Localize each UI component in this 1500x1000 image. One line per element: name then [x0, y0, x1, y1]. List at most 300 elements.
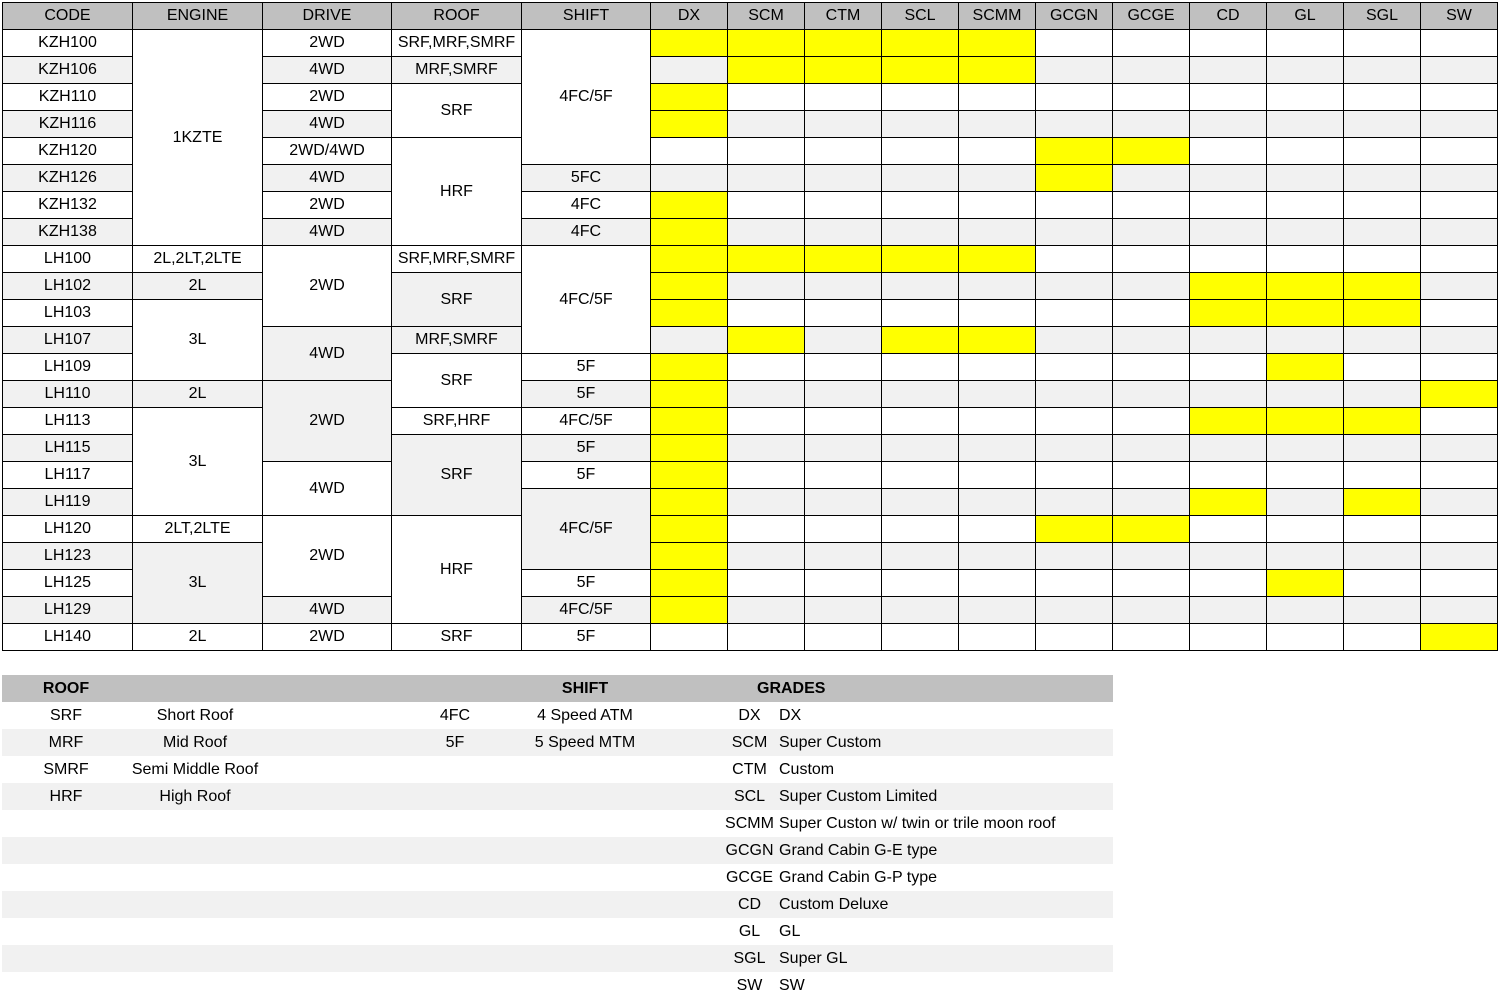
grade-cell-scm [728, 165, 805, 192]
drive-cell: 4WD [263, 165, 392, 192]
grade-cell-scl [882, 57, 959, 84]
grade-cell-scmm [959, 57, 1036, 84]
drive-cell: 2WD [263, 192, 392, 219]
legend-row [2, 918, 1113, 945]
grade-cell-gcge [1113, 354, 1190, 381]
grade-cell-gl [1267, 57, 1344, 84]
grade-code: SCL [720, 783, 779, 810]
header-drive: DRIVE [263, 3, 392, 30]
grade-cell-gcgn [1036, 516, 1113, 543]
grade-cell-dx [651, 111, 728, 138]
legend-row [2, 756, 1113, 783]
roof-legend-title: ROOF [2, 675, 130, 702]
grade-cell-dx [651, 57, 728, 84]
grade-cell-scm [728, 597, 805, 624]
grade-cell-scl [882, 354, 959, 381]
grade-cell-dx [651, 462, 728, 489]
grade-cell-gcgn [1036, 435, 1113, 462]
grade-cell-scmm [959, 84, 1036, 111]
grade-cell-sw [1421, 462, 1498, 489]
grade-code: SCMM [725, 814, 774, 832]
grade-cell-scmm [959, 624, 1036, 651]
grade-cell-gcge [1113, 84, 1190, 111]
grade-cell-dx [651, 570, 728, 597]
grade-cell-scm [728, 138, 805, 165]
grade-name: Super Custom [779, 729, 1113, 756]
header-roof: ROOF [392, 3, 522, 30]
shift-cell: 4FC/5F [522, 30, 651, 165]
code-cell: LH100 [3, 246, 133, 273]
grade-cell-sw [1421, 570, 1498, 597]
legend-row [2, 837, 1113, 864]
grade-name: Super Custon w/ twin or trile moon roof [779, 814, 1056, 832]
roof-cell: HRF [392, 138, 522, 246]
roof-name: Semi Middle Roof [131, 760, 259, 778]
grade-cell-gcge [1113, 597, 1190, 624]
shift-cell: 4FC/5F [522, 408, 651, 435]
drive-cell: 2WD/4WD [263, 138, 392, 165]
header-grade-gcge: GCGE [1113, 3, 1190, 30]
grade-cell-sw [1421, 84, 1498, 111]
engine-cell: 2L,2LT,2LTE [133, 246, 263, 273]
grade-cell-cd [1190, 543, 1267, 570]
grade-cell-scl [882, 435, 959, 462]
grade-cell-dx [651, 30, 728, 57]
roof-cell: HRF [392, 516, 522, 624]
header-grade-scm: SCM [728, 3, 805, 30]
grade-cell-sw [1421, 354, 1498, 381]
grade-cell-scmm [959, 435, 1036, 462]
grade-cell-cd [1190, 624, 1267, 651]
grade-cell-gcgn [1036, 138, 1113, 165]
grade-cell-scmm [959, 489, 1036, 516]
grade-cell-gcgn [1036, 165, 1113, 192]
grade-code: SW [736, 976, 763, 994]
grade-cell-scl [882, 192, 959, 219]
grade-cell-ctm [805, 597, 882, 624]
code-cell: LH125 [3, 570, 133, 597]
grade-cell-sgl [1344, 327, 1421, 354]
table-row [3, 543, 1498, 570]
grade-cell-gl [1267, 570, 1344, 597]
roof-cell: SRF [392, 354, 522, 408]
grade-cell-scmm [959, 597, 1036, 624]
legend-row [2, 783, 1113, 810]
grade-cell-ctm [805, 435, 882, 462]
grade-cell-gl [1267, 597, 1344, 624]
engine-cell: 3L [133, 300, 263, 381]
grade-cell-cd [1190, 165, 1267, 192]
grade-cell-gcge [1113, 408, 1190, 435]
grade-cell-scl [882, 84, 959, 111]
header-engine: ENGINE [133, 3, 263, 30]
grade-cell-dx [651, 543, 728, 570]
shift-cell: 4FC/5F [522, 489, 651, 570]
roof-name: Short Roof [156, 706, 234, 724]
header-grade-scl: SCL [882, 3, 959, 30]
grade-cell-cd [1190, 354, 1267, 381]
grade-cell-scl [882, 570, 959, 597]
grade-cell-ctm [805, 543, 882, 570]
grade-cell-gl [1267, 30, 1344, 57]
grade-cell-scm [728, 111, 805, 138]
grade-cell-sgl [1344, 138, 1421, 165]
table-row [3, 624, 1498, 651]
grade-code: SGL [720, 945, 779, 972]
grade-cell-gcge [1113, 327, 1190, 354]
grade-cell-cd [1190, 219, 1267, 246]
grade-cell-gl [1267, 327, 1344, 354]
grade-cell-gcge [1113, 30, 1190, 57]
grade-cell-gcgn [1036, 192, 1113, 219]
grade-cell-scl [882, 246, 959, 273]
grade-cell-dx [651, 408, 728, 435]
roof-cell: MRF,SMRF [392, 327, 522, 354]
grade-cell-ctm [805, 516, 882, 543]
roof-cell: SRF [392, 435, 522, 516]
table-row [3, 381, 1498, 408]
engine-cell: 1KZTE [133, 30, 263, 246]
grade-cell-gcge [1113, 219, 1190, 246]
grade-cell-gl [1267, 246, 1344, 273]
shift-legend-title: SHIFT [520, 675, 650, 702]
code-cell: LH120 [3, 516, 133, 543]
grade-cell-gcge [1113, 462, 1190, 489]
grade-cell-scmm [959, 516, 1036, 543]
grade-cell-scmm [959, 543, 1036, 570]
grade-cell-scl [882, 165, 959, 192]
code-cell: KZH120 [3, 138, 133, 165]
grade-cell-gl [1267, 84, 1344, 111]
grade-cell-sw [1421, 246, 1498, 273]
shift-cell: 4FC [522, 219, 651, 246]
code-cell: KZH132 [3, 192, 133, 219]
engine-cell: 2LT,2LTE [133, 516, 263, 543]
shift-cell: 4FC/5F [522, 246, 651, 354]
grade-cell-scm [728, 273, 805, 300]
grade-cell-scl [882, 408, 959, 435]
grade-cell-sw [1421, 30, 1498, 57]
grade-cell-gcge [1113, 111, 1190, 138]
engine-cell: 2L [133, 624, 263, 651]
grade-cell-gcgn [1036, 246, 1113, 273]
grade-name: Super Custom Limited [779, 783, 1113, 810]
grade-cell-sw [1421, 300, 1498, 327]
grade-code: GCGE [725, 868, 774, 886]
header-grade-sw: SW [1421, 3, 1498, 30]
grade-cell-cd [1190, 192, 1267, 219]
legend-row [2, 810, 1113, 837]
grade-name: Super GL [779, 945, 1113, 972]
grade-cell-ctm [805, 570, 882, 597]
grade-cell-scl [882, 273, 959, 300]
roof-name: High Roof [130, 783, 260, 810]
grade-cell-scmm [959, 192, 1036, 219]
legend-row [2, 864, 1113, 891]
grade-cell-scmm [959, 408, 1036, 435]
grade-cell-scmm [959, 219, 1036, 246]
grade-cell-gcge [1113, 246, 1190, 273]
grade-cell-gcge [1113, 381, 1190, 408]
header-grade-gl: GL [1267, 3, 1344, 30]
code-cell: KZH100 [3, 30, 133, 57]
engine-cell: 3L [133, 408, 263, 516]
roof-cell: SRF [392, 273, 522, 327]
grade-cell-gcgn [1036, 489, 1113, 516]
grade-cell-cd [1190, 570, 1267, 597]
grade-cell-scm [728, 381, 805, 408]
grade-cell-gl [1267, 354, 1344, 381]
engine-cell: 2L [133, 273, 263, 300]
grade-cell-scm [728, 435, 805, 462]
header-grade-dx: DX [651, 3, 728, 30]
drive-cell: 4WD [263, 57, 392, 84]
grade-code: CD [720, 891, 779, 918]
grade-cell-sw [1421, 138, 1498, 165]
grade-cell-sw [1421, 435, 1498, 462]
grade-cell-cd [1190, 30, 1267, 57]
grade-cell-dx [651, 381, 728, 408]
grade-cell-scm [728, 354, 805, 381]
code-cell: KZH116 [3, 111, 133, 138]
grade-cell-scl [882, 327, 959, 354]
grade-cell-gl [1267, 219, 1344, 246]
grade-cell-gcgn [1036, 273, 1113, 300]
table-row [3, 300, 1498, 327]
legend-row [2, 891, 1113, 918]
shift-name: 4 Speed ATM [537, 706, 633, 724]
drive-cell: 4WD [263, 462, 392, 516]
grade-cell-scl [882, 543, 959, 570]
grade-cell-scm [728, 408, 805, 435]
grade-cell-scl [882, 597, 959, 624]
grade-cell-gcge [1113, 57, 1190, 84]
header-row [3, 3, 1498, 30]
grade-cell-ctm [805, 381, 882, 408]
grade-cell-sw [1421, 57, 1498, 84]
grade-code: DX [738, 706, 761, 724]
grade-cell-gcgn [1036, 84, 1113, 111]
grade-cell-sw [1421, 408, 1498, 435]
header-grade-sgl: SGL [1344, 3, 1421, 30]
code-cell: LH123 [3, 543, 133, 570]
table-row [3, 516, 1498, 543]
header-grade-ctm: CTM [805, 3, 882, 30]
grade-cell-scm [728, 219, 805, 246]
grade-cell-gcgn [1036, 597, 1113, 624]
grade-cell-dx [651, 165, 728, 192]
grade-cell-gcgn [1036, 570, 1113, 597]
grade-cell-scmm [959, 462, 1036, 489]
drive-cell: 2WD [263, 381, 392, 462]
grade-cell-cd [1190, 111, 1267, 138]
drive-cell: 4WD [263, 597, 392, 624]
grade-cell-cd [1190, 84, 1267, 111]
grade-cell-scl [882, 462, 959, 489]
grade-cell-sw [1421, 327, 1498, 354]
header-grade-scmm: SCMM [959, 3, 1036, 30]
grade-cell-scl [882, 300, 959, 327]
grade-cell-gl [1267, 516, 1344, 543]
grade-name: SW [779, 976, 805, 994]
grade-cell-scl [882, 624, 959, 651]
grade-cell-ctm [805, 219, 882, 246]
grade-cell-dx [651, 516, 728, 543]
grade-cell-sw [1421, 516, 1498, 543]
grade-cell-ctm [805, 138, 882, 165]
grade-cell-gl [1267, 624, 1344, 651]
grade-cell-dx [651, 192, 728, 219]
table-row [3, 408, 1498, 435]
grade-cell-dx [651, 624, 728, 651]
grade-cell-cd [1190, 462, 1267, 489]
grade-cell-sw [1421, 543, 1498, 570]
drive-cell: 2WD [263, 246, 392, 327]
grade-cell-cd [1190, 138, 1267, 165]
header-grade-cd: CD [1190, 3, 1267, 30]
model-grade-table [2, 2, 1498, 651]
code-cell: LH113 [3, 408, 133, 435]
grade-cell-scl [882, 138, 959, 165]
grade-cell-scmm [959, 273, 1036, 300]
roof-cell: SRF,HRF [392, 408, 522, 435]
shift-name: 5 Speed MTM [520, 729, 650, 756]
grade-cell-ctm [805, 408, 882, 435]
grade-cell-dx [651, 327, 728, 354]
roof-cell: SRF [392, 84, 522, 138]
code-cell: LH110 [3, 381, 133, 408]
drive-cell: 2WD [263, 624, 392, 651]
roof-code: MRF [2, 729, 130, 756]
code-cell: KZH138 [3, 219, 133, 246]
grade-cell-cd [1190, 327, 1267, 354]
grade-cell-scm [728, 300, 805, 327]
engine-cell: 3L [133, 543, 263, 624]
code-cell: LH129 [3, 597, 133, 624]
grade-cell-cd [1190, 57, 1267, 84]
grade-cell-scl [882, 381, 959, 408]
grade-cell-scmm [959, 381, 1036, 408]
grade-cell-gcgn [1036, 219, 1113, 246]
grade-cell-dx [651, 273, 728, 300]
grade-cell-ctm [805, 84, 882, 111]
grade-cell-ctm [805, 489, 882, 516]
grade-cell-sgl [1344, 543, 1421, 570]
grade-cell-gl [1267, 300, 1344, 327]
roof-name: Mid Roof [130, 729, 260, 756]
grade-cell-sw [1421, 219, 1498, 246]
grade-cell-gcge [1113, 543, 1190, 570]
grade-cell-gcgn [1036, 300, 1113, 327]
grade-code: CTM [732, 760, 767, 778]
shift-cell: 5F [522, 624, 651, 651]
grade-cell-scmm [959, 30, 1036, 57]
grade-cell-ctm [805, 111, 882, 138]
grade-cell-cd [1190, 273, 1267, 300]
grade-cell-scm [728, 246, 805, 273]
grade-cell-gl [1267, 381, 1344, 408]
code-cell: KZH106 [3, 57, 133, 84]
grade-cell-scmm [959, 327, 1036, 354]
drive-cell: 2WD [263, 84, 392, 111]
drive-cell: 4WD [263, 327, 392, 381]
grade-cell-gl [1267, 408, 1344, 435]
grade-cell-scmm [959, 111, 1036, 138]
roof-code: HRF [2, 783, 130, 810]
code-cell: LH140 [3, 624, 133, 651]
grade-cell-scmm [959, 570, 1036, 597]
shift-code: 5F [390, 729, 520, 756]
code-cell: LH103 [3, 300, 133, 327]
code-cell: KZH126 [3, 165, 133, 192]
grade-cell-dx [651, 489, 728, 516]
grade-cell-gcgn [1036, 381, 1113, 408]
grade-cell-scl [882, 111, 959, 138]
table-row [3, 246, 1498, 273]
grade-cell-cd [1190, 300, 1267, 327]
grade-cell-sgl [1344, 570, 1421, 597]
grade-cell-scl [882, 30, 959, 57]
grade-cell-gl [1267, 435, 1344, 462]
grade-cell-gcgn [1036, 30, 1113, 57]
grade-cell-gl [1267, 462, 1344, 489]
grade-cell-ctm [805, 462, 882, 489]
grade-cell-sgl [1344, 489, 1421, 516]
grade-cell-ctm [805, 327, 882, 354]
roof-cell: SRF [392, 624, 522, 651]
drive-cell: 2WD [263, 516, 392, 597]
grade-cell-cd [1190, 435, 1267, 462]
grades-legend-title: GRADES [720, 675, 1113, 702]
grade-cell-ctm [805, 165, 882, 192]
grade-cell-gcge [1113, 624, 1190, 651]
header-code: CODE [3, 3, 133, 30]
grade-cell-sgl [1344, 300, 1421, 327]
grade-cell-sgl [1344, 165, 1421, 192]
header-shift: SHIFT [522, 3, 651, 30]
grade-cell-sgl [1344, 30, 1421, 57]
shift-cell: 4FC/5F [522, 597, 651, 624]
grade-cell-cd [1190, 489, 1267, 516]
roof-code: SMRF [43, 760, 89, 778]
code-cell: LH107 [3, 327, 133, 354]
grade-cell-ctm [805, 30, 882, 57]
shift-cell: 5F [522, 354, 651, 381]
grade-cell-scm [728, 570, 805, 597]
grade-cell-sw [1421, 165, 1498, 192]
grade-cell-gcgn [1036, 408, 1113, 435]
shift-cell: 5F [522, 381, 651, 408]
shift-cell: 5FC [522, 165, 651, 192]
grade-name: Custom [779, 760, 835, 778]
grade-cell-scm [728, 84, 805, 111]
grade-cell-dx [651, 246, 728, 273]
grade-cell-gcge [1113, 570, 1190, 597]
grade-cell-sgl [1344, 462, 1421, 489]
grade-cell-dx [651, 219, 728, 246]
grade-code: SCM [720, 729, 779, 756]
grade-cell-sgl [1344, 435, 1421, 462]
grade-cell-gcge [1113, 138, 1190, 165]
grade-cell-ctm [805, 300, 882, 327]
grade-cell-ctm [805, 192, 882, 219]
shift-cell: 5F [522, 570, 651, 597]
code-cell: LH117 [3, 462, 133, 489]
shift-cell: 5F [522, 435, 651, 462]
grade-cell-sgl [1344, 57, 1421, 84]
grade-cell-sgl [1344, 354, 1421, 381]
grade-cell-dx [651, 300, 728, 327]
